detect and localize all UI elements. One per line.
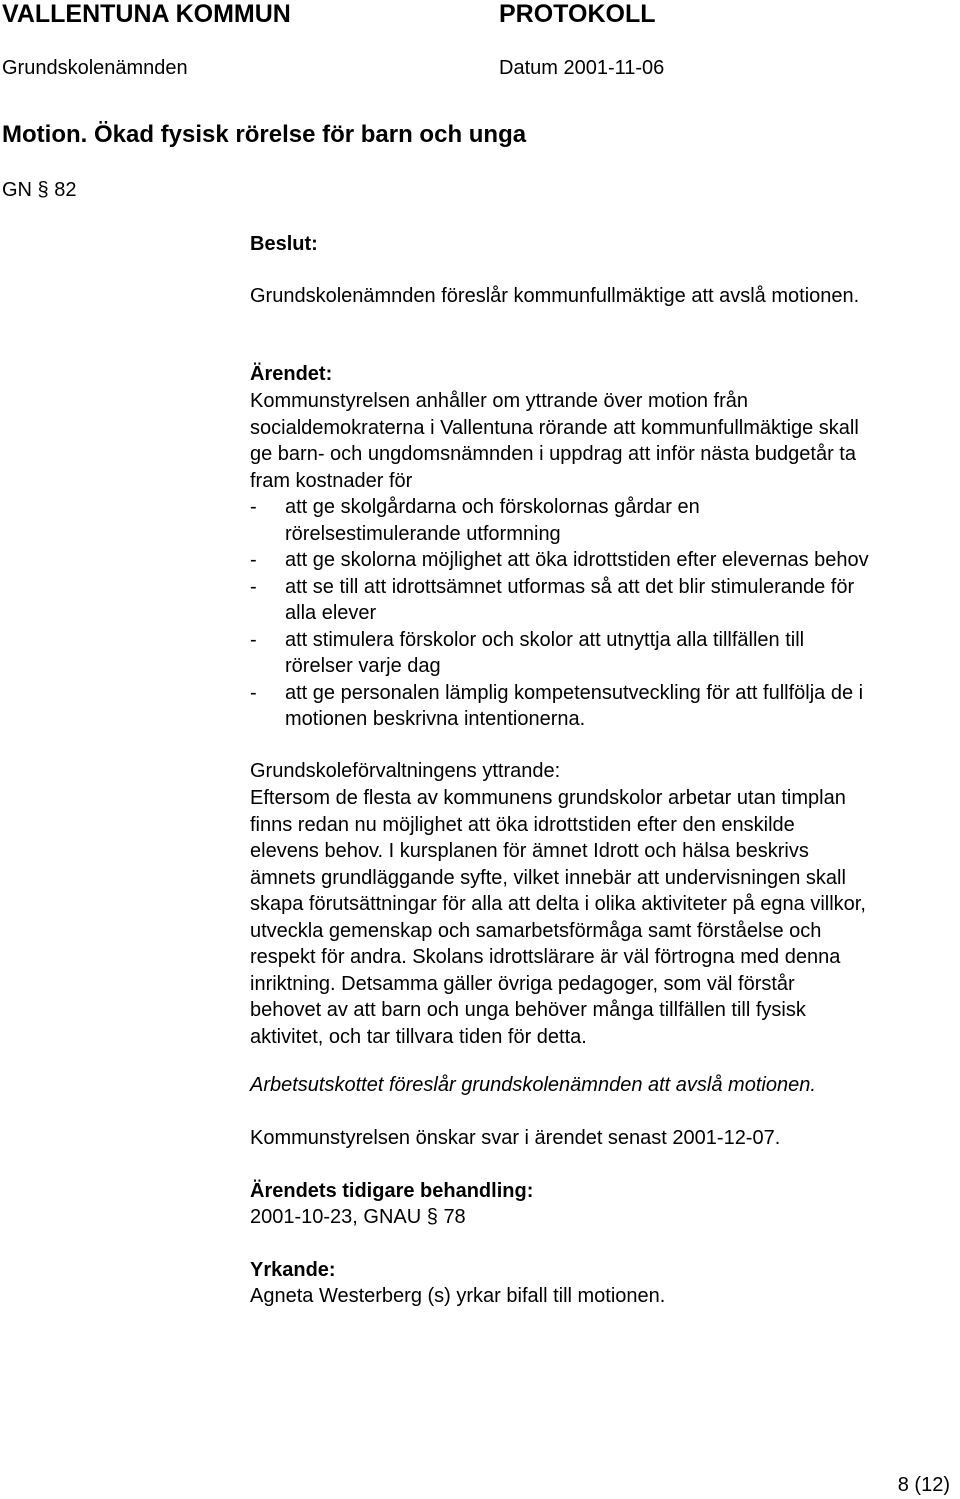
yttrande-body: [250, 785, 866, 1050]
bullet-line: att stimulera förskolor och skolor att utnyttja alla tillfällen till: [285, 628, 805, 651]
beslut-text: Grundskolenämnden föreslår kommunfullmäktige att avslå motionen.: [250, 285, 860, 307]
committee-name: Grundskolenämnden: [2, 57, 188, 79]
bullet-dash: -: [250, 681, 257, 704]
kommunstyrelsen-request: Kommunstyrelsen önskar svar i ärendet senast 2001-12-07.: [250, 1127, 781, 1149]
bullet-line: alla elever: [285, 602, 377, 624]
bullet-item: [250, 494, 869, 547]
yttrande-heading: Grundskoleförvaltningens yttrande:: [250, 760, 561, 782]
bullet-line: motionen beskrivna intentionerna.: [285, 708, 586, 730]
yttrande-line: aktivitet, och tar tillvara tiden för detta.: [250, 1025, 587, 1048]
bullet-item: [250, 547, 869, 574]
bullet-line: att ge personalen lämplig kompetensutveckling för att fullfölja de i: [285, 681, 864, 704]
yttrande-line: respekt för andra. Skolans idrottslärare är väl förtrogna med denna: [250, 946, 841, 968]
bullet-line: rörelser varje dag: [285, 655, 441, 677]
bullet-line: att ge skolorna möjlighet att öka idrottstiden efter elevernas behov: [285, 549, 869, 571]
meeting-date: Datum 2001-11-06: [499, 57, 665, 79]
section-reference: GN § 82: [2, 179, 77, 201]
arendet-bullet-list: [250, 494, 869, 733]
beslut-heading: Beslut:: [250, 233, 318, 255]
page-number: 8 (12): [897, 1474, 950, 1496]
yttrande-line: ämnets grundläggande syfte, vilket innebär att undervisningen skall: [250, 866, 846, 889]
arendet-intro-line: socialdemokraterna i Vallentuna rörande att kommunfullmäktige skall: [250, 416, 859, 439]
bullet-item: [250, 680, 869, 733]
yttrande-line: skapa förutsättningar för alla att delta i olika aktiviteter på egna villkor,: [250, 893, 866, 915]
bullet-dash: -: [250, 496, 257, 518]
bullet-dash: -: [250, 628, 257, 651]
arendet-heading: Ärendet:: [250, 363, 333, 385]
bullet-dash: -: [250, 549, 257, 571]
yrkande-heading: Yrkande:: [250, 1259, 336, 1281]
yttrande-line: inriktning. Detsamma gäller övriga pedagoger, som väl förstår: [250, 972, 795, 995]
bullet-line: rörelsestimulerande utformning: [285, 522, 561, 545]
tidigare-text: 2001-10-23, GNAU § 78: [250, 1206, 466, 1228]
yttrande-line: elevens behov. I kursplanen för ämnet Idrott och hälsa beskrivs: [250, 840, 809, 862]
yrkande-text: Agneta Westerberg (s) yrkar bifall till motionen.: [250, 1285, 666, 1307]
document-type: PROTOKOLL: [499, 0, 656, 28]
yttrande-line: finns redan nu möjlighet att öka idrottstiden efter den enskilde: [250, 813, 795, 836]
yttrande-line: utveckla gemenskap och samarbetsförmåga samt förståelse och: [250, 919, 822, 942]
arendet-intro: [250, 388, 859, 494]
arbetsutskottet-proposal: Arbetsutskottet föreslår grundskolenämnden att avslå motionen.: [250, 1074, 816, 1096]
document-title: Motion. Ökad fysisk rörelse för barn och unga: [2, 121, 527, 148]
arendet-intro-line: fram kostnader för: [250, 469, 413, 492]
tidigare-heading: Ärendets tidigare behandling:: [250, 1180, 534, 1202]
bullet-item: [250, 627, 869, 680]
yttrande-line: behovet av att barn och unga behöver många tillfällen till fysisk: [250, 999, 806, 1021]
bullet-item: [250, 574, 869, 627]
organization-name: VALLENTUNA KOMMUN: [2, 0, 291, 28]
bullet-line: att ge skolgårdarna och förskolornas gårdar en: [285, 496, 700, 518]
bullet-dash: -: [250, 575, 257, 598]
yttrande-line: Eftersom de flesta av kommunens grundskolor arbetar utan timplan: [250, 787, 846, 809]
bullet-line: att se till att idrottsämnet utformas så att det blir stimulerande för: [285, 575, 855, 598]
arendet-intro-line: Kommunstyrelsen anhåller om yttrande över motion från: [250, 390, 749, 412]
arendet-intro-line: ge barn- och ungdomsnämnden i uppdrag att inför nästa budgetår ta: [250, 443, 856, 465]
